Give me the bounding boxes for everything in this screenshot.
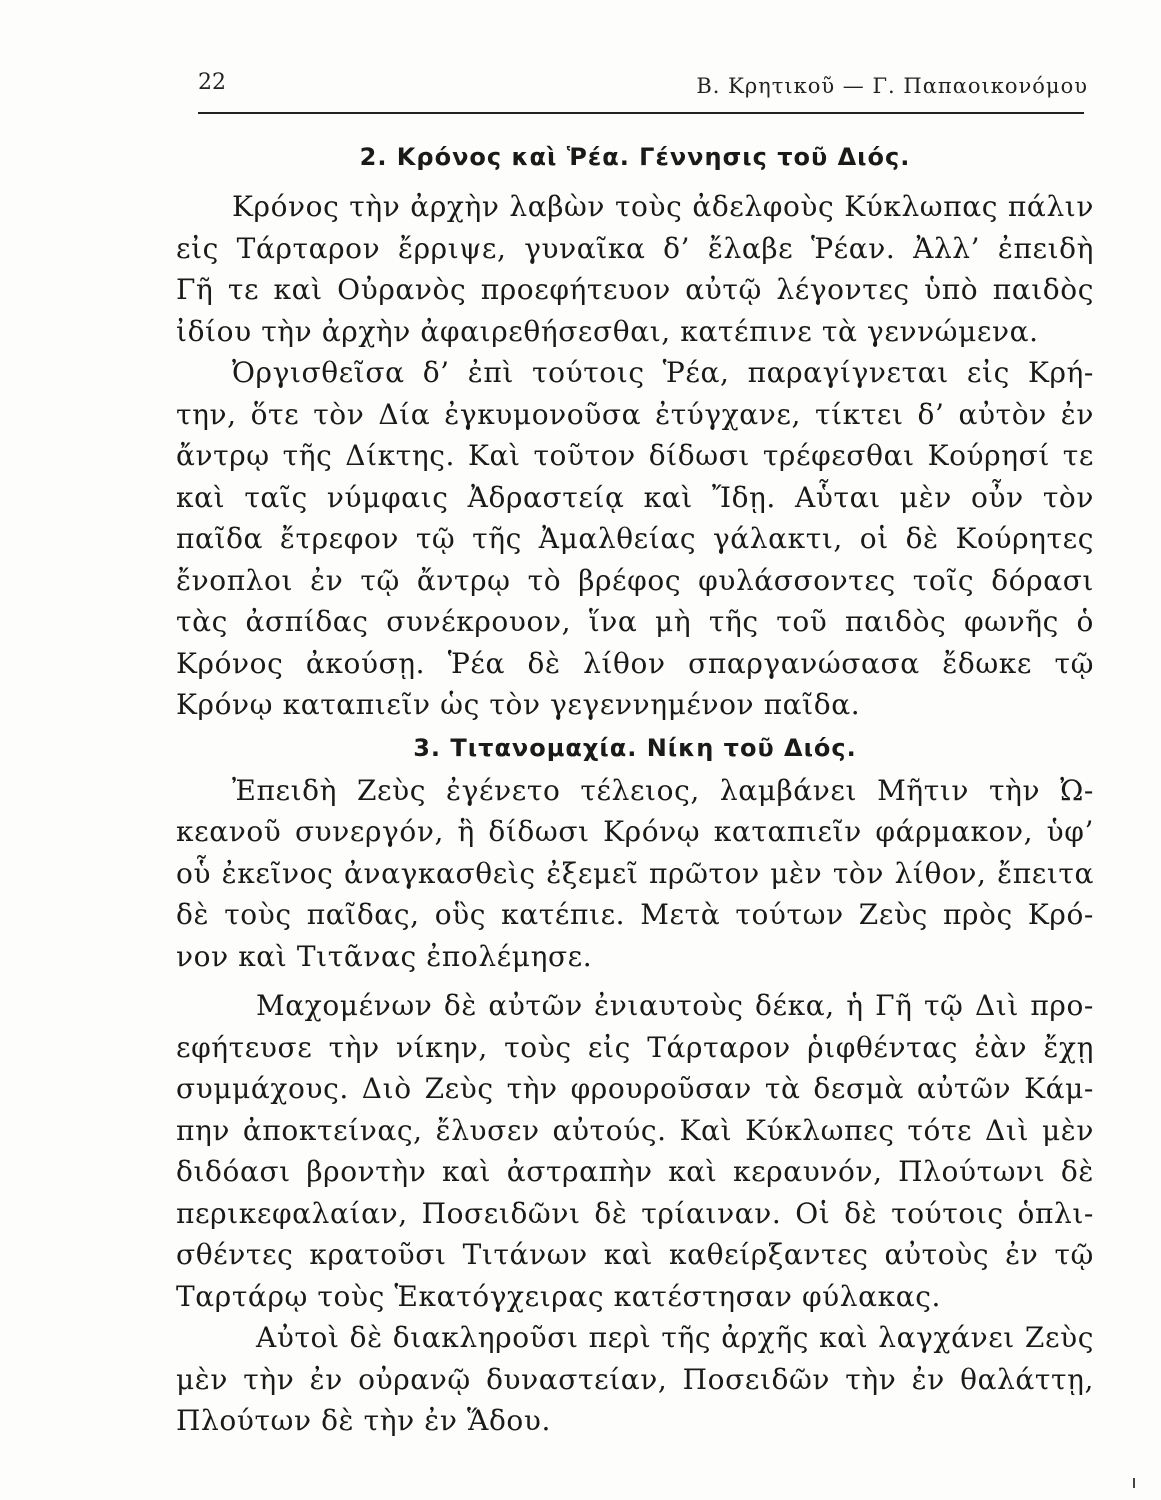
text-line: Κρόνῳ καταπιεῖν ὡς τὸν γεγεννημένον παῖδα. — [176, 688, 861, 721]
text-line: ἄντρῳ τῆς Δίκτης. Καὶ τοῦτον δίδωσι τρέφεσθαι Κούρησί τε — [176, 439, 1094, 472]
page-number: 22 — [198, 70, 226, 95]
text-line: Κρόνος ἀκούσῃ. Ῥέα δὲ λίθον σπαργανώσασα ἔδωκε τῷ — [176, 646, 1094, 680]
text-line: την, ὅτε τὸν Δία ἐγκυμονοῦσα ἐτύγχανε, τίκτει δ’ αὐτὸν ἐν — [176, 397, 1094, 431]
page-content — [176, 128, 1094, 1442]
text-line: σθέντες κρατοῦσι Τιτάνων καὶ καθείρξαντες αὐτοὺς ἐν τῷ — [176, 1238, 1094, 1271]
text-line: εἰς Τάρταρον ἔρριψε, γυναῖκα δ’ ἔλαβε Ῥέαν. Ἀλλ’ ἐπειδὴ — [176, 231, 1094, 265]
text-line: Αὐτοὶ δὲ διακληροῦσι περὶ τῆς ἀρχῆς καὶ λαγχάνει Ζεὺς — [256, 1321, 1094, 1354]
paragraph — [176, 770, 1094, 978]
paragraph — [176, 352, 1094, 726]
section-title-titanomachy: 3. Τιτανομαχία. Νίκη τοῦ Διός. — [413, 733, 857, 762]
text-line: ἰδίου τὴν ἀρχὴν ἀφαιρεθήσεσθαι, κατέπινε τὰ γεννώμενα. — [176, 314, 1039, 348]
text-line: οὗ ἐκεῖνος ἀναγκασθεὶς ἐξεμεῖ πρῶτον μὲν τὸν λίθον, ἔπειτα — [176, 856, 1094, 890]
text-line: πην ἀποκτείνας, ἔλυσεν αὐτούς. Καὶ Κύκλωπες τότε Διὶ μὲν — [176, 1113, 1094, 1147]
text-line: δὲ τοὺς παῖδας, οὓς κατέπιε. Μετὰ τούτων Ζεὺς πρὸς Κρό- — [176, 898, 1094, 931]
text-line: διδόασι βροντὴν καὶ ἀστραπὴν καὶ κεραυνόν, Πλούτωνι δὲ — [176, 1155, 1094, 1188]
text-line: συμμάχους. Διὸ Ζεὺς τὴν φρουροῦσαν τὰ δεσμὰ αὐτῶν Κάμ- — [176, 1072, 1094, 1105]
paragraph — [176, 985, 1094, 1317]
paragraph — [176, 1317, 1094, 1442]
header-rule — [198, 112, 1084, 114]
paragraph-gap — [176, 977, 1094, 985]
text-line: Ἐπειδὴ Ζεὺς ἐγένετο τέλειος, λαμβάνει Μῆτιν τὴν Ὠ- — [232, 773, 1094, 807]
text-line: καὶ ταῖς νύμφαις Ἀδραστείᾳ καὶ Ἴδῃ. Αὗται μὲν οὖν τὸν — [176, 480, 1094, 514]
running-header — [198, 68, 1088, 108]
text-line: Μαχομένων δὲ αὐτῶν ἐνιαυτοὺς δέκα, ἡ Γῆ τῷ Διὶ προ- — [256, 989, 1094, 1022]
text-line: μὲν τὴν ἐν οὐρανῷ δυναστείαν, Ποσειδῶν τὴν ἐν θαλάττῃ, — [176, 1362, 1094, 1396]
text-line: περικεφαλαίαν, Ποσειδῶνι δὲ τρίαιναν. Οἱ δὲ τούτοις ὁπλι- — [176, 1196, 1094, 1230]
text-line: Ταρτάρῳ τοὺς Ἑκατόγχειρας κατέστησαν φύλακας. — [176, 1279, 942, 1313]
margin-mark — [1133, 1478, 1135, 1488]
text-line: ἔνοπλοι ἐν τῷ ἄντρῳ τὸ βρέφος φυλάσσοντες τοῖς δόρασι — [176, 563, 1094, 597]
text-line: εφήτευσε τὴν νίκην, τοὺς εἰς Τάρταρον ῥιφθέντας ἐὰν ἔχῃ — [176, 1030, 1094, 1064]
text-line: κεανοῦ συνεργόν, ἣ δίδωσι Κρόνῳ καταπιεῖν φάρμακον, ὑφ’ — [176, 815, 1094, 848]
text-line: Πλούτων δὲ τὴν ἐν Ἅδου. — [176, 1404, 552, 1437]
text-line: Κρόνος τὴν ἀρχὴν λαβὼν τοὺς ἀδελφοὺς Κύκλωπας πάλιν — [232, 190, 1094, 223]
text-line: παῖδα ἔτρεφον τῷ τῆς Ἀμαλθείας γάλακτι, οἱ δὲ Κούρητες — [176, 522, 1094, 555]
text-line: τὰς ἀσπίδας συνέκρουον, ἵνα μὴ τῆς τοῦ παιδὸς φωνῆς ὁ — [176, 605, 1094, 638]
paragraph — [176, 186, 1094, 352]
text-line: Γῆ τε καὶ Οὐρανὸς προεφήτευον αὐτῷ λέγοντες ὑπὸ παιδὸς — [176, 273, 1094, 306]
running-head-authors: Β. Κρητικοῦ — Γ. Παπαοικονόμου — [696, 74, 1088, 98]
section-title-kronos-rhea: 2. Κρόνος καὶ Ῥέα. Γέννησις τοῦ Διός. — [359, 143, 911, 171]
text-line: νον καὶ Τιτᾶνας ἐπολέμησε. — [176, 939, 593, 973]
text-line: Ὀργισθεῖσα δ’ ἐπὶ τούτοις Ῥέα, παραγίγνεται εἰς Κρή- — [232, 356, 1094, 389]
